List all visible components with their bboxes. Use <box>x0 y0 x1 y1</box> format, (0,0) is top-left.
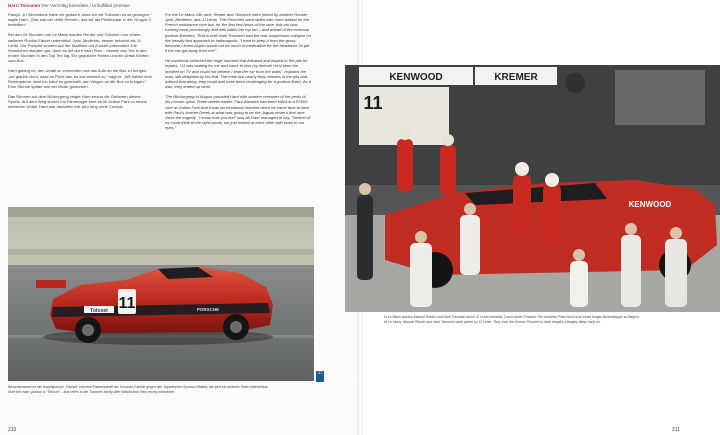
page-number-right: 211 <box>672 427 680 433</box>
team-head <box>464 203 476 215</box>
header-title: Der Vorzeitig beendete / Unfulfilled promise <box>41 3 130 8</box>
team-head <box>415 231 427 243</box>
grandstand-blur <box>8 217 314 249</box>
de-paragraph: Pareja. „In Silverstone habe ich gedacht, dass ich mit Toivonen es ist gelungen,“ sagte Harri. „Das war der dritte Rennen, das wir als Pilotenpaar in der Gruppe C bestritten.“ <box>8 12 152 28</box>
crew-helmet <box>545 173 559 187</box>
left-caption-english: Note the main sponsor is "Totoset" – that refers to the Toivonen family after Wakita took their money elsewhere. <box>8 390 175 394</box>
race-car-illustration <box>8 207 314 381</box>
crew-member <box>543 185 561 245</box>
left-caption-german: Bemerkenswert ist der Hauptsponsor „Totoset“ und eine Partnerschaft der Toivonen-Familie gegen den Japanischen Sponsor Wakita, der jetzt ein anderes Team unterstützte. <box>8 385 269 389</box>
front-rim <box>230 321 242 333</box>
barrier-blur <box>8 255 314 265</box>
helmet-shape <box>565 73 585 93</box>
crew-member <box>397 139 413 191</box>
crew-helmet <box>515 162 529 176</box>
right-caption-german: In Le Mans wurden Manuel Reuter und Harri Toivonen durch JJ Lehto verstärkt. Das Kremer-Porsche-Trio erreichte Platz Neun trotz eines langen Boxenstopps zu Beginn. <box>384 315 640 319</box>
team-member-white <box>665 239 687 307</box>
crew-member <box>513 175 531 233</box>
rear-rim <box>82 324 94 336</box>
de-paragraph: Das Rennen auf dem Nürburgring zeigte Harri erneut die Gefahren dieses Sports. Auf dem Weg zurück ins Fahrerlager kam es im Oulton Park zu einem schweren Unfall. Harri war daraufhin ein Jahr lang ohne Cockpit. <box>8 94 148 110</box>
team-member-white <box>460 215 480 275</box>
race-car-photo <box>8 207 314 381</box>
team-head <box>359 183 371 195</box>
de-paragraph: Bei den 24 Stunden von Le Mans wurden Reuter und Toivonen von einem weiteren Rookie-Fahrer unterstützt: Jyrki Järvilehto, besser bekannt als JJ Lehto. Die Porsche wurden auf der Startlinie mit Zuckerl präsentiert. Die Vorzeichen standen gut, doch es lief nicht nach Plan – obwohl das Trio in den ersten Stunden in den Top Ten lag. Ein geplatzter Reifen und ein Unfall führten zum Aus. <box>8 32 149 64</box>
de-paragraph: Harri gelang es, den Unfall zu vermeiden und das Auto an die Box zu bringen. „Ich glaube nicht, dass es Pech war, es war einfach so,“ sagt er. „Wir hatten eine Reifenpanne, aber ich habe es geschafft, den Wagen an die Box zu bringen.“ Eine Stunde später war der Motor gestorben. <box>8 68 152 89</box>
sign-number: 11 <box>363 93 383 113</box>
banner-right-text: KREMER <box>494 72 538 83</box>
team-member-white <box>570 261 588 307</box>
rear-wing <box>36 280 66 288</box>
sponsor-logo: Totoset <box>90 308 108 314</box>
team-member <box>357 195 373 280</box>
team-member-white <box>621 235 641 307</box>
right-caption-english: At Le Mans, Manuel Reuter and Harri Toivonen were joined by JJ Lehto. They took the Kremer Porsche to ninth despite a lengthy delay early on. <box>384 320 601 324</box>
crew-member <box>440 145 456 195</box>
banner-left-text: KENWOOD <box>389 72 443 83</box>
chapter-tab: GT <box>316 371 324 382</box>
stripe-lettering: PORSCHE <box>196 307 220 312</box>
team-head <box>573 249 585 261</box>
pit-car-sponsor: KENWOOD <box>628 200 672 209</box>
pit-stop-photo <box>345 65 720 312</box>
en-paragraph: The Nürburgring in August provided Harri with another reminder of the perils of his chosen sport. Three weeks earlier, Paul Warwick had been killed in a F3000 race at Oulton Park and it was an emotional moment when he came face-to-face with Paul's brother Derek at what was going to be the Jaguar driver's first race since the tragedy. "I know how you feel" was all Harri managed to say. "Neither of us could think of the right words, we just looked at each other with tears in our eyes." <box>165 94 311 131</box>
running-header <box>8 3 130 8</box>
en-paragraph: He somehow collected the huge moment that followed and limped to the pits for repairs. "JJ was waiting for me and came to kiss my helmet! He'd seen the incident on TV and could not believe I kept the car from the walls", explains the man, still delighted by his feat. The crew lost nearly forty minutes in the pits and, without that delay, they could well have been challenging for a podium finish. As it was, they ended up ninth. <box>165 58 311 90</box>
english-text-column <box>165 12 311 194</box>
en-paragraph: For the Le Mans 24h race, Reuter and Toivonen were joined by another Rookie: Jyrki Järvilehto, aka JJ Lehto. The Porsches were laden with more ballast for the French endurance race but, for the first few hours of the race, this trio was running most promisingly and well within the top ten – and ahead of the eventual podium finishers. That is until Harri Toivonen had the rear suspension collapse on the heavily fast approach to Indianapolis. "I tried to keep it from the grass, because I knew Aspen would not be much of medication for the headache I'd get if the car got away from me!" <box>165 12 311 54</box>
team-head <box>670 227 682 239</box>
page-number-left: 210 <box>8 427 17 433</box>
crew-head <box>399 128 411 140</box>
german-text-column <box>8 12 153 194</box>
team-member-white <box>410 243 432 307</box>
crew-head <box>442 134 454 146</box>
header-name: Harri Toivonen <box>8 3 41 8</box>
pit-stop-illustration <box>345 65 720 312</box>
team-head <box>625 223 637 235</box>
car-number: 11 <box>118 295 136 312</box>
background-crowd <box>615 70 705 125</box>
